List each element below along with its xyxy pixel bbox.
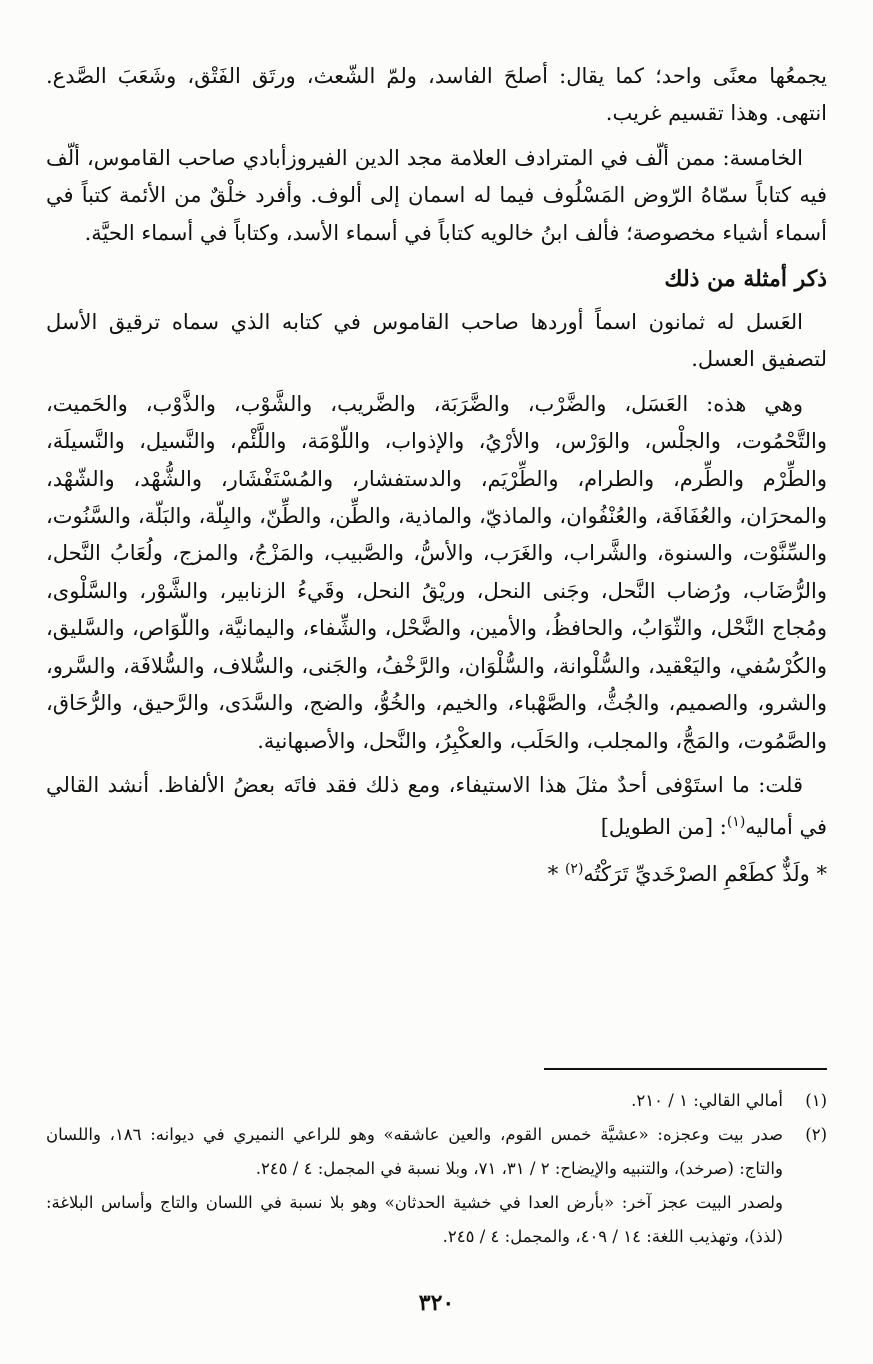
paragraph-4: وهي هذه: العَسَل، والضَّرْب، والضَّرَبَة، والضَّريب، والشَّوْب، والذَّوْب، والحَميت، والتَّحْمُوت، والجلْس، والوَرْس، والأرْيُ، والإذواب، واللّوْمَة، واللَّئْم، والنَّسيل، والنَّسيلَة، والطِّرْم والطِّرم، والطرام، والطِّرْيَم، والدستفشار، والمُسْتَفْشَار، والشُّهْد، والشّهْد، والمحرَان، والعُفَافَة، والعُنْفُوان، والماذيّ، والماذية، والطِّن، والطِّنّ، والبِلّة، والبَلّة، والسَّنُوت، والسِّنَّوْت، والسنوة، والشَّراب، والغَرَب، والأسُّ، والصَّبيب، والمَزْجُ، والمزج، ولُعَابُ النَّحل، والرُّضَاب، ورُضاب النَّحل، وجَنى النحل، وريْقُ النحل، وقَيءُ الزنابير، والشَّوْر، والسَّلْوى، ومُجاج النَّحْل، والثّوَابُ، والحافظُ، والأمين، والضَّحْل، والشِّفاء، واليمانيَّة، واللّوَاص، والسَّليق، والكُرْسُفي، واليَعْقيد، والسُّلْوانة، والسُّلْوَان، والرَّخْفُ، والجَنى، والسُّلاف، والسُّلافَة، والسَّرو، والشرو، والصميم، والجُثُّ، والصَّهْباء، والخيم، والخُوُّ، والضج، والسَّدَى، والرَّحيق، والرُّحَاق، والصَّمُوت، والمَجُّ، والمجلب، والحَلَب، والعكْبِرُ، والنَّحل، والأصبهانية.	[46, 391, 827, 753]
paragraph-5-text: قلت: ما استَوْفى أحدٌ مثلَ هذا الاستيفاء، ومع ذلك فقد فاتَه بعضُ الألفاظ. أنشد القالي في أماليه	[46, 772, 827, 840]
footnote-line: صدر بيت وعجزه: «عشيَّة خمس القوم، والعين عاشقه» وهو للراعي النميري في ديوانه: ١٨٦، واللسان والتاج: (صرخد)، والتنبيه والإيضاح: ٢ / ٣١، ٧١، وبلا نسبة في المجمل: ٤ / ٢٤٥.	[46, 1125, 783, 1178]
verse-text: * ولَذٌّ كطَعْمِ الصرْخَديِّ تَرَكْتُه	[583, 861, 827, 886]
paragraph-5	[46, 767, 827, 847]
paragraph-1: يجمعُها معنًى واحد؛ كما يقال: أصلحَ الفاسد، ولمّ الشّعث، ورتَق الفَتْق، وشَعَبَ الصَّدع. انتهى. وهذا تقسيم غريب.	[46, 64, 827, 126]
section-heading: ذكر أمثلة من ذلك	[664, 266, 827, 293]
footnote-2	[46, 1118, 827, 1254]
footnotes	[46, 1084, 827, 1254]
footnote-ref-1: (١)	[726, 814, 746, 831]
footnote-marker: (١)	[805, 1091, 827, 1110]
paragraph-5-tail: : [من الطويل]	[600, 815, 727, 840]
footnote-line: ولصدر البيت عجز آخر: «بأرض العدا في خشية الحدثان» وهو بلا نسبة في اللسان والتاج وأساس البلاغة: (لذذ)، وتهذيب اللغة: ١٤ / ٤٠٩، والمجمل: ٤ / ٢٤٥.	[46, 1193, 783, 1246]
footnote-line: أمالي القالي: ١ / ٢١٠.	[631, 1091, 783, 1110]
footnote-separator	[544, 1068, 827, 1070]
page-number: ٣٢٠	[418, 1290, 455, 1316]
paragraph-2: الخامسة: ممن ألّف في المترادف العلامة مجد الدين الفيروزأبادي صاحب القاموس، ألّف فيه كتاباً سمّاهُ الرّوض المَسْلُوف فيما له اسمان إلى ألوف. وأفرد خلْقٌ من الأئمة كتباً في أسماء أشياء مخصوصة؛ فألف ابنُ خالويه كتاباً في أسماء الأسد، وكتاباً في أسماء الحيَّة.	[46, 145, 827, 245]
footnote-ref-2: (٢)	[564, 860, 584, 877]
main-text	[46, 58, 827, 894]
footnote-1	[46, 1084, 827, 1118]
footnote-text	[46, 1084, 783, 1118]
paragraph-3: العَسل له ثمانون اسماً أوردها صاحب القاموس في كتابه الذي سماه ترقيق الأسل لتصفيق العسل.	[46, 310, 827, 372]
footnote-marker: (٢)	[805, 1125, 827, 1144]
verse-end-mark: *	[547, 861, 565, 886]
verse-line	[46, 849, 827, 894]
footnote-text	[46, 1118, 783, 1254]
